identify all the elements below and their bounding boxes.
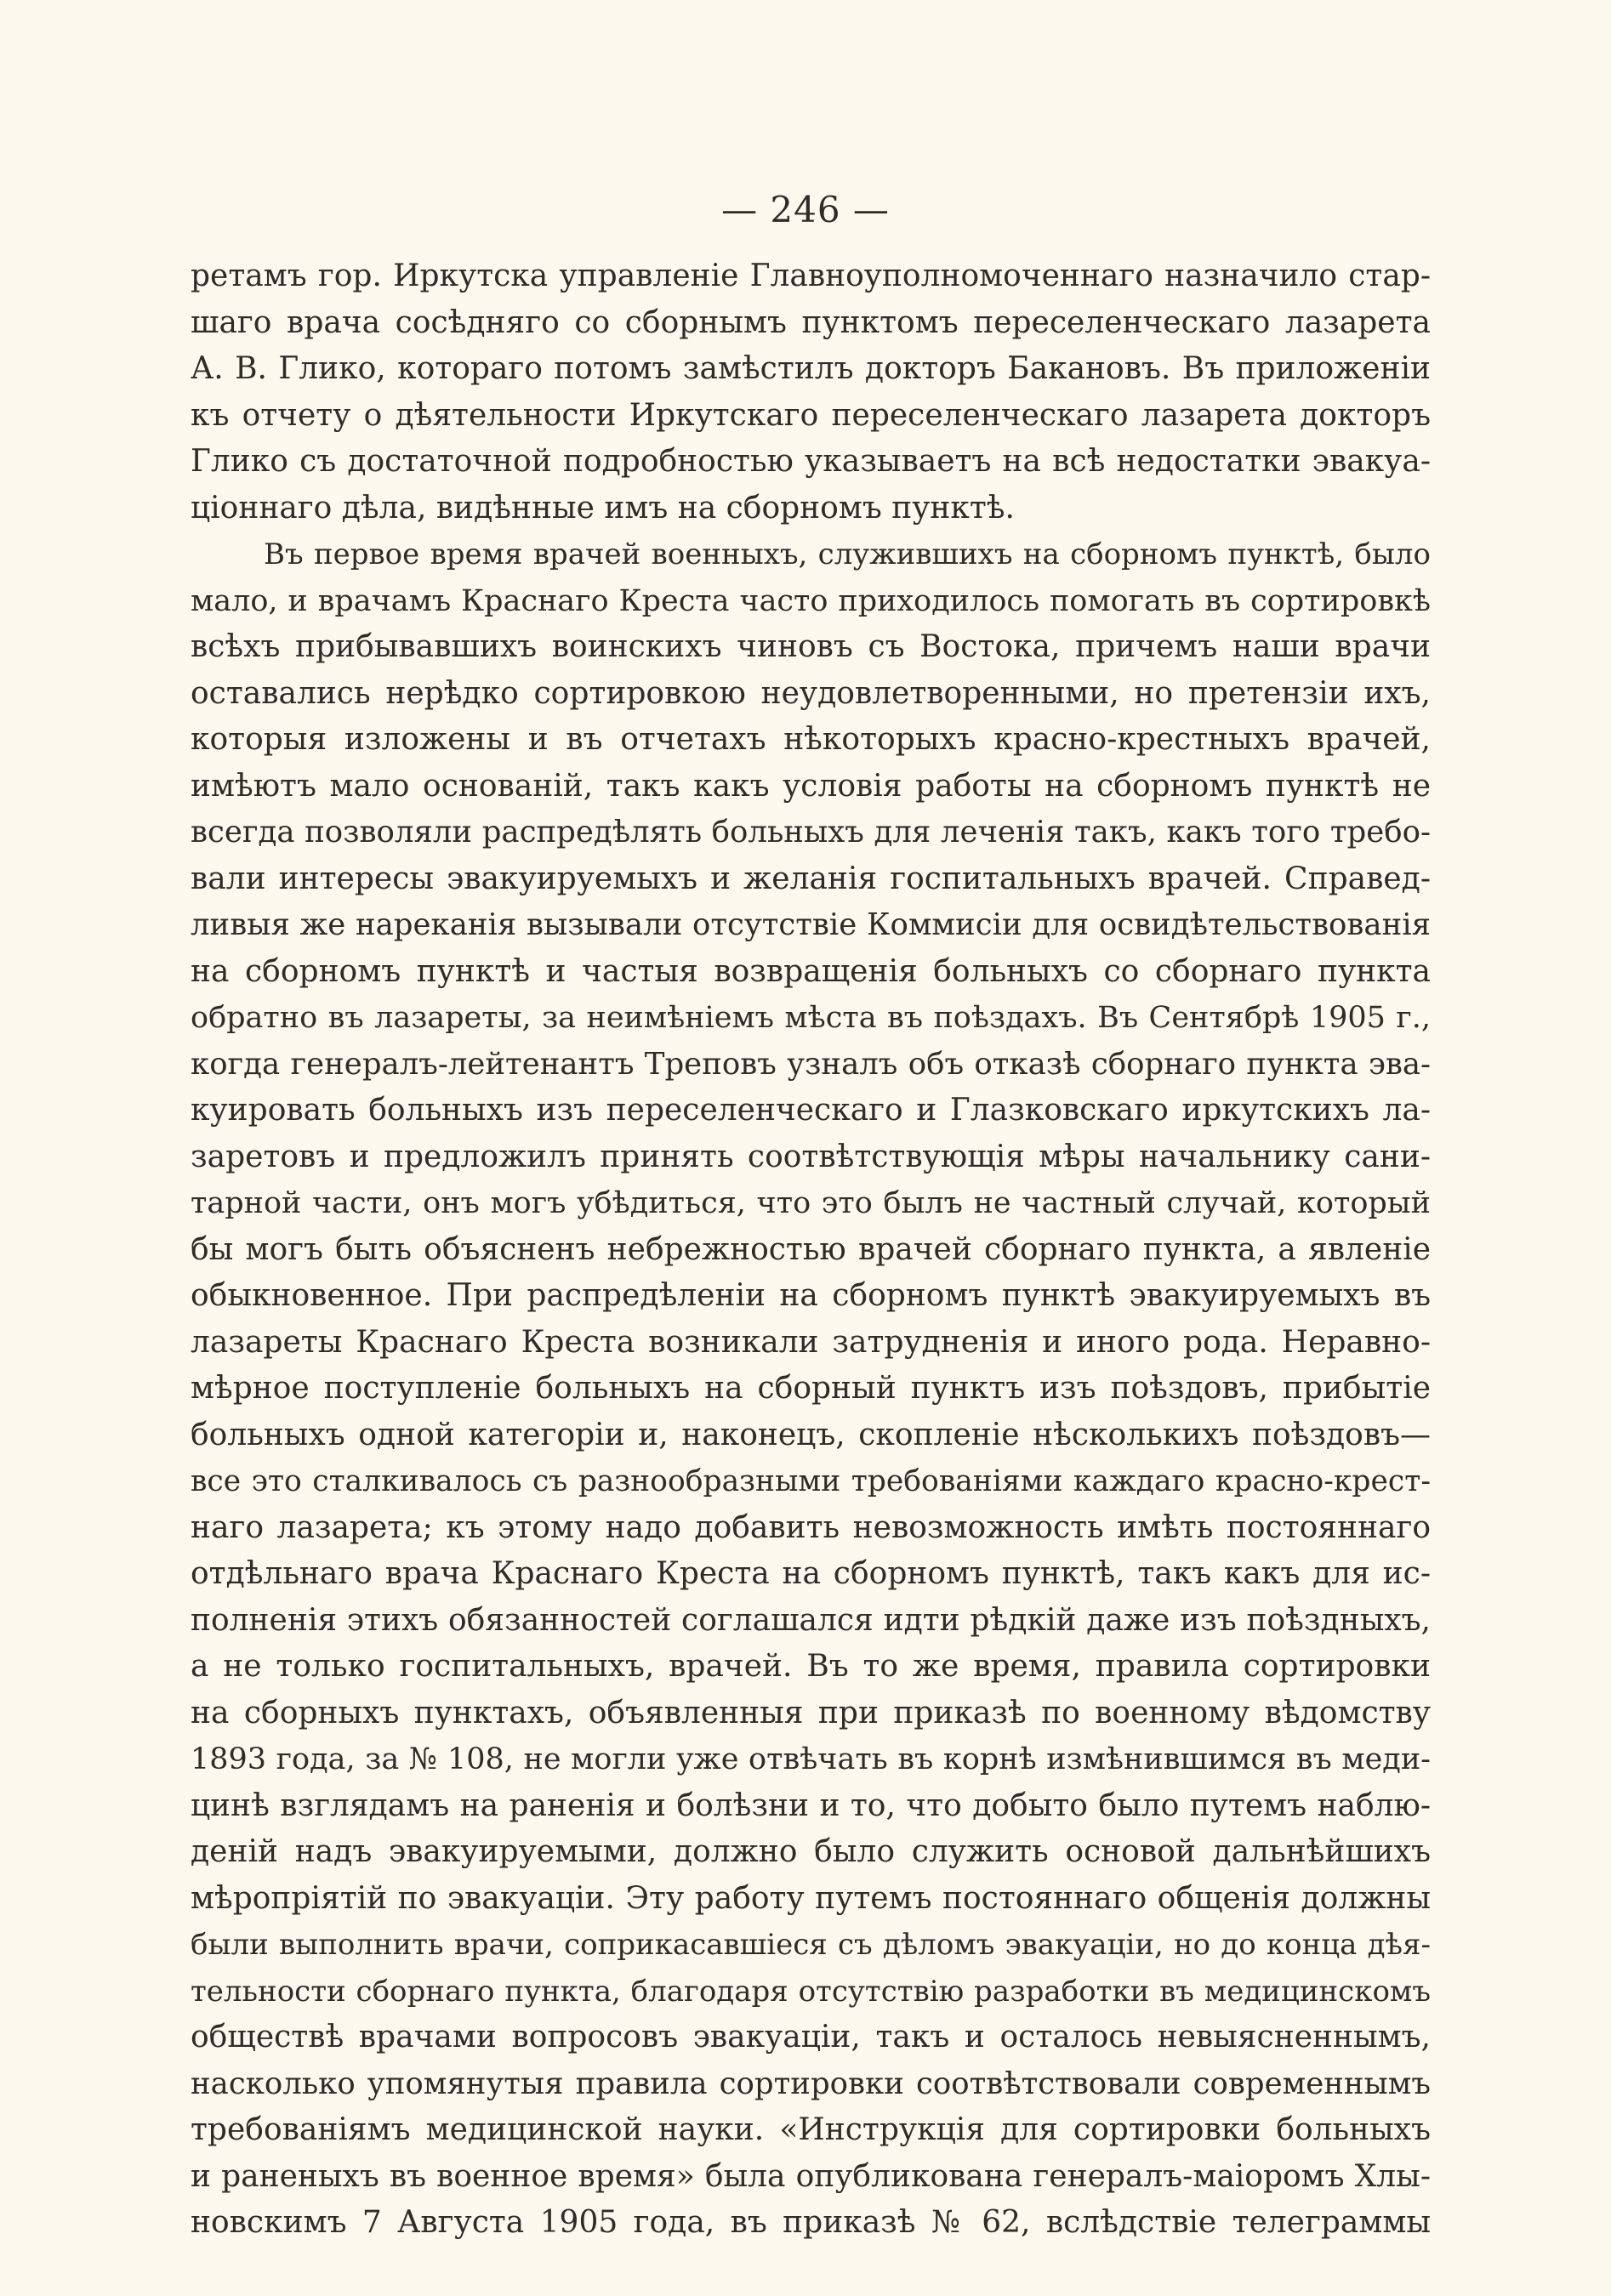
- text-line: всегда позволяли распредѣлять больныхъ для леченія такъ, какъ того требо-: [191, 815, 1431, 850]
- text-line: имѣютъ мало основаній, такъ какъ условія работы на сборномъ пунктѣ не: [191, 768, 1431, 804]
- text-line: оставались нерѣдко сортировкою неудовлетворенными, но претензіи ихъ,: [191, 675, 1431, 711]
- text-line: ретамъ гор. Иркутска управленіе Главноуполномоченнаго назначило стар-: [191, 259, 1431, 293]
- text-line: мѣрное поступленіе больныхъ на сборный пунктъ изъ поѣздовъ, прибытіе: [191, 1371, 1431, 1406]
- text-line: тарной части, онъ могъ убѣдиться, что это былъ не частный случай, который: [191, 1186, 1431, 1220]
- text-line: обратно въ лазареты, за неимѣніемъ мѣста въ поѣздахъ. Въ Сентябрѣ 1905 г.,: [191, 1001, 1431, 1035]
- text-line: 1893 года, за № 108, не могли уже отвѣчать въ корнѣ измѣнившимся въ меди-: [191, 1742, 1431, 1776]
- body-text: [191, 253, 1431, 2247]
- text-line: деній надъ эвакуируемыми, должно было служить основой дальнѣйшихъ: [191, 1834, 1431, 1869]
- text-line: насколько упомянутыя правила сортировки соотвѣтствовали современнымъ: [191, 2066, 1431, 2101]
- text-line: А. В. Глико, котораго потомъ замѣстилъ докторъ Бакановъ. Въ приложеніи: [191, 351, 1431, 386]
- text-line: ціоннаго дѣла, видѣнные имъ на сборномъ пунктѣ.: [191, 490, 1015, 526]
- text-line: всѣхъ прибывавшихъ воинскихъ чиновъ съ Востока, причемъ наши врачи: [191, 629, 1431, 664]
- text-line: ливыя же нареканія вызывали отсутствіе Коммисіи для освидѣтельствованія: [191, 907, 1431, 942]
- text-line: отдѣльнаго врача Краснаго Креста на сборномъ пунктѣ, такъ какъ для ис-: [191, 1556, 1431, 1591]
- text-line: куировать больныхъ изъ переселенческаго и Глазковскаго иркутскихъ ла-: [191, 1093, 1431, 1128]
- text-line: къ отчету о дѣятельности Иркутскаго переселенческаго лазарета докторъ: [191, 397, 1431, 433]
- text-line: и раненыхъ въ военное время» была опубликована генералъ-маіоромъ Хлы-: [191, 2158, 1431, 2194]
- text-line: были выполнить врачи, соприкасавшіеся съ дѣломъ эвакуаціи, но до конца дѣя-: [191, 1928, 1431, 1962]
- text-line: требованіямъ медицинской науки. «Инструкція для сортировки больныхъ: [191, 2112, 1431, 2147]
- text-line: бы могъ быть объясненъ небрежностью врачей сборнаго пункта, а явленіе: [191, 1231, 1431, 1267]
- text-line: мало, и врачамъ Краснаго Креста часто приходилось помогать въ сортировкѣ: [191, 583, 1431, 618]
- page-number: — 246 —: [721, 189, 890, 230]
- text-line: цинѣ взглядамъ на раненія и болѣзни и то, что добыто было путемъ наблю-: [191, 1787, 1431, 1823]
- text-line: которыя изложены и въ отчетахъ нѣкоторыхъ красно-крестныхъ врачей,: [191, 722, 1431, 757]
- paragraph-start-line: Въ первое время врачей военныхъ, служившихъ на сборномъ пунктѣ, было: [264, 537, 1431, 571]
- text-line: новскимъ 7 Августа 1905 года, въ приказѣ № 62, вслѣдствіе телеграммы: [191, 2205, 1431, 2240]
- text-line: полненія этихъ обязанностей соглашался идти рѣдкій даже изъ поѣздныхъ,: [191, 1602, 1431, 1638]
- text-line: обыкновенное. При распредѣленіи на сборномъ пунктѣ эвакуируемыхъ въ: [191, 1278, 1431, 1313]
- text-line: когда генералъ-лейтенантъ Треповъ узналъ объ отказѣ сборнаго пункта эва-: [191, 1046, 1431, 1082]
- text-line: обществѣ врачами вопросовъ эвакуаціи, такъ и осталось невыясненнымъ,: [191, 2020, 1431, 2054]
- text-line: на сборныхъ пунктахъ, объявленныя при приказѣ по военному вѣдомству: [191, 1695, 1431, 1731]
- text-line: на сборномъ пунктѣ и частыя возвращенія больныхъ со сборнаго пункта: [191, 953, 1431, 989]
- text-line: наго лазарета; къ этому надо добавить невозможность имѣть постояннаго: [191, 1509, 1431, 1545]
- text-line: Глико съ достаточной подробностью указываетъ на всѣ недостатки эвакуа-: [191, 444, 1431, 479]
- text-line: а не только госпитальныхъ, врачей. Въ то же время, правила сортировки: [191, 1649, 1431, 1684]
- text-line: больныхъ одной категоріи и, наконецъ, скопленіе нѣсколькихъ поѣздовъ—: [191, 1417, 1431, 1452]
- text-line: тельности сборнаго пункта, благодаря отсутствію разработки въ медицинскомъ: [191, 1974, 1431, 2009]
- text-line: шаго врача сосѣдняго со сборнымъ пунктомъ переселенческаго лазарета: [191, 304, 1431, 340]
- text-line: мѣропріятій по эвакуаціи. Эту работу путемъ постояннаго общенія должны: [191, 1880, 1431, 1916]
- text-line: все это сталкивалось съ разнообразными требованіями каждаго красно-крест-: [191, 1464, 1431, 1498]
- text-line: вали интересы эвакуируемыхъ и желанія госпитальныхъ врачей. Справед-: [191, 861, 1431, 896]
- text-line: лазареты Краснаго Креста возникали затрудненія и иного рода. Неравно-: [191, 1324, 1431, 1360]
- text-line: заретовъ и предложилъ принять соотвѣтствующія мѣры начальнику сани-: [191, 1139, 1431, 1174]
